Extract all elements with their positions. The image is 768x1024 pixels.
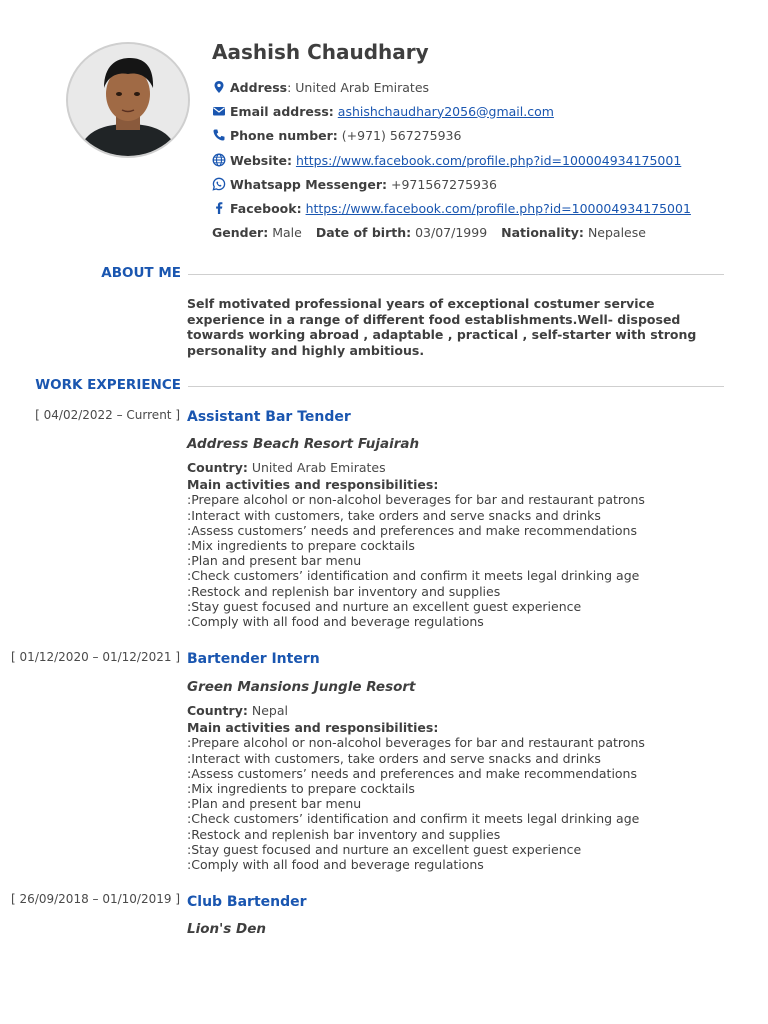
country-label: Country: [187,703,248,718]
responsibility-line: :Assess customers’ needs and preferences and make recommendations [187,765,637,781]
gender-label: Gender: [212,224,269,240]
location-pin-icon [212,80,226,94]
job-employer: Address Beach Resort Fujairah [187,436,420,452]
job-employer: Lion's Den [187,921,266,937]
email-row [212,101,554,121]
nationality-label: Nationality: [501,224,584,240]
responsibility-line: :Mix ingredients to prepare cocktails [187,537,415,553]
responsibilities-label: Main activities and responsibilities: [187,720,439,736]
email-link[interactable]: ashishchaudhary2056@gmail.com [337,103,554,119]
candidate-name: Aashish Chaudhary [212,40,429,64]
phone-row [212,125,461,145]
work-divider [188,386,724,387]
responsibility-line: :Interact with customers, take orders and serve snacks and drinks [187,507,601,523]
address-label: Address [230,79,288,95]
gender-value: Male [272,224,302,240]
job-title: Club Bartender [187,894,307,910]
phone-label: Phone number: [230,127,338,143]
responsibility-line: :Restock and replenish bar inventory and supplies [187,826,501,842]
whatsapp-row [212,174,497,194]
facebook-row [212,198,691,218]
responsibility-line: :Comply with all food and beverage regulations [187,613,484,629]
globe-icon [212,153,226,167]
phone-value: (+971) 567275936 [341,127,462,143]
responsibility-line: :Interact with customers, take orders and serve snacks and drinks [187,750,601,766]
whatsapp-icon [212,177,226,191]
responsibility-line: :Check customers’ identification and confirm it meets legal drinking age [187,811,640,827]
responsibility-line: :Prepare alcohol or non-alcohol beverages for bar and restaurant patrons [187,492,645,508]
responsibility-line: :Stay guest focused and nurture an excellent guest experience [187,841,582,857]
dob-value: 03/07/1999 [415,224,488,240]
responsibility-line: :Restock and replenish bar inventory and supplies [187,583,501,599]
responsibility-line: :Comply with all food and beverage regulations [187,856,484,872]
responsibility-line: :Prepare alcohol or non-alcohol beverages for bar and restaurant patrons [187,735,645,751]
profile-photo [66,42,190,158]
facebook-label: Facebook: [230,200,302,216]
job-details [187,460,645,629]
responsibility-line: :Check customers’ identification and confirm it meets legal drinking age [187,568,640,584]
phone-icon [212,128,226,142]
about-section-title: ABOUT ME [101,265,181,281]
job-employer: Green Mansions Jungle Resort [187,679,416,695]
website-row [212,150,681,170]
job-date: [ 04/02/2022 – Current ] [35,408,180,422]
facebook-icon [212,201,226,215]
country-value: Nepal [251,703,288,718]
job-title: Bartender Intern [187,651,320,667]
whatsapp-value: +971567275936 [390,176,497,192]
whatsapp-label: Whatsapp Messenger: [230,176,387,192]
website-label: Website: [230,152,292,168]
website-link[interactable]: https://www.facebook.com/profile.php?id=100004934175001 [295,152,682,168]
job-details [187,703,645,872]
address-row [212,77,429,97]
address-value: : United Arab Emirates [287,79,430,95]
responsibility-line: :Stay guest focused and nurture an excellent guest experience [187,598,582,614]
nationality-value: Nepalese [587,224,646,240]
country-label: Country: [187,460,248,475]
country-value: United Arab Emirates [251,460,386,475]
facebook-link[interactable]: https://www.facebook.com/profile.php?id=100004934175001 [305,200,691,216]
work-section-title: WORK EXPERIENCE [35,377,181,393]
job-date: [ 01/12/2020 – 01/12/2021 ] [11,650,180,664]
responsibility-line: :Mix ingredients to prepare cocktails [187,780,415,796]
responsibilities-label: Main activities and responsibilities: [187,477,439,493]
personal-details-row [212,222,646,242]
job-title: Assistant Bar Tender [187,409,351,425]
about-divider [188,274,724,275]
job-date: [ 26/09/2018 – 01/10/2019 ] [11,892,180,906]
responsibility-line: :Plan and present bar menu [187,796,362,812]
dob-label: Date of birth: [315,224,412,240]
responsibility-line: :Assess customers’ needs and preferences and make recommendations [187,522,637,538]
responsibility-line: :Plan and present bar menu [187,553,362,569]
about-text: Self motivated professional years of exceptional costumer service experience in a range of different food establishments.Well- disposed towards working abroad , adaptable , practical , self-starter with strong personality and highly ambitious. [187,296,697,358]
email-label: Email address: [230,103,334,119]
envelope-icon [212,104,226,118]
